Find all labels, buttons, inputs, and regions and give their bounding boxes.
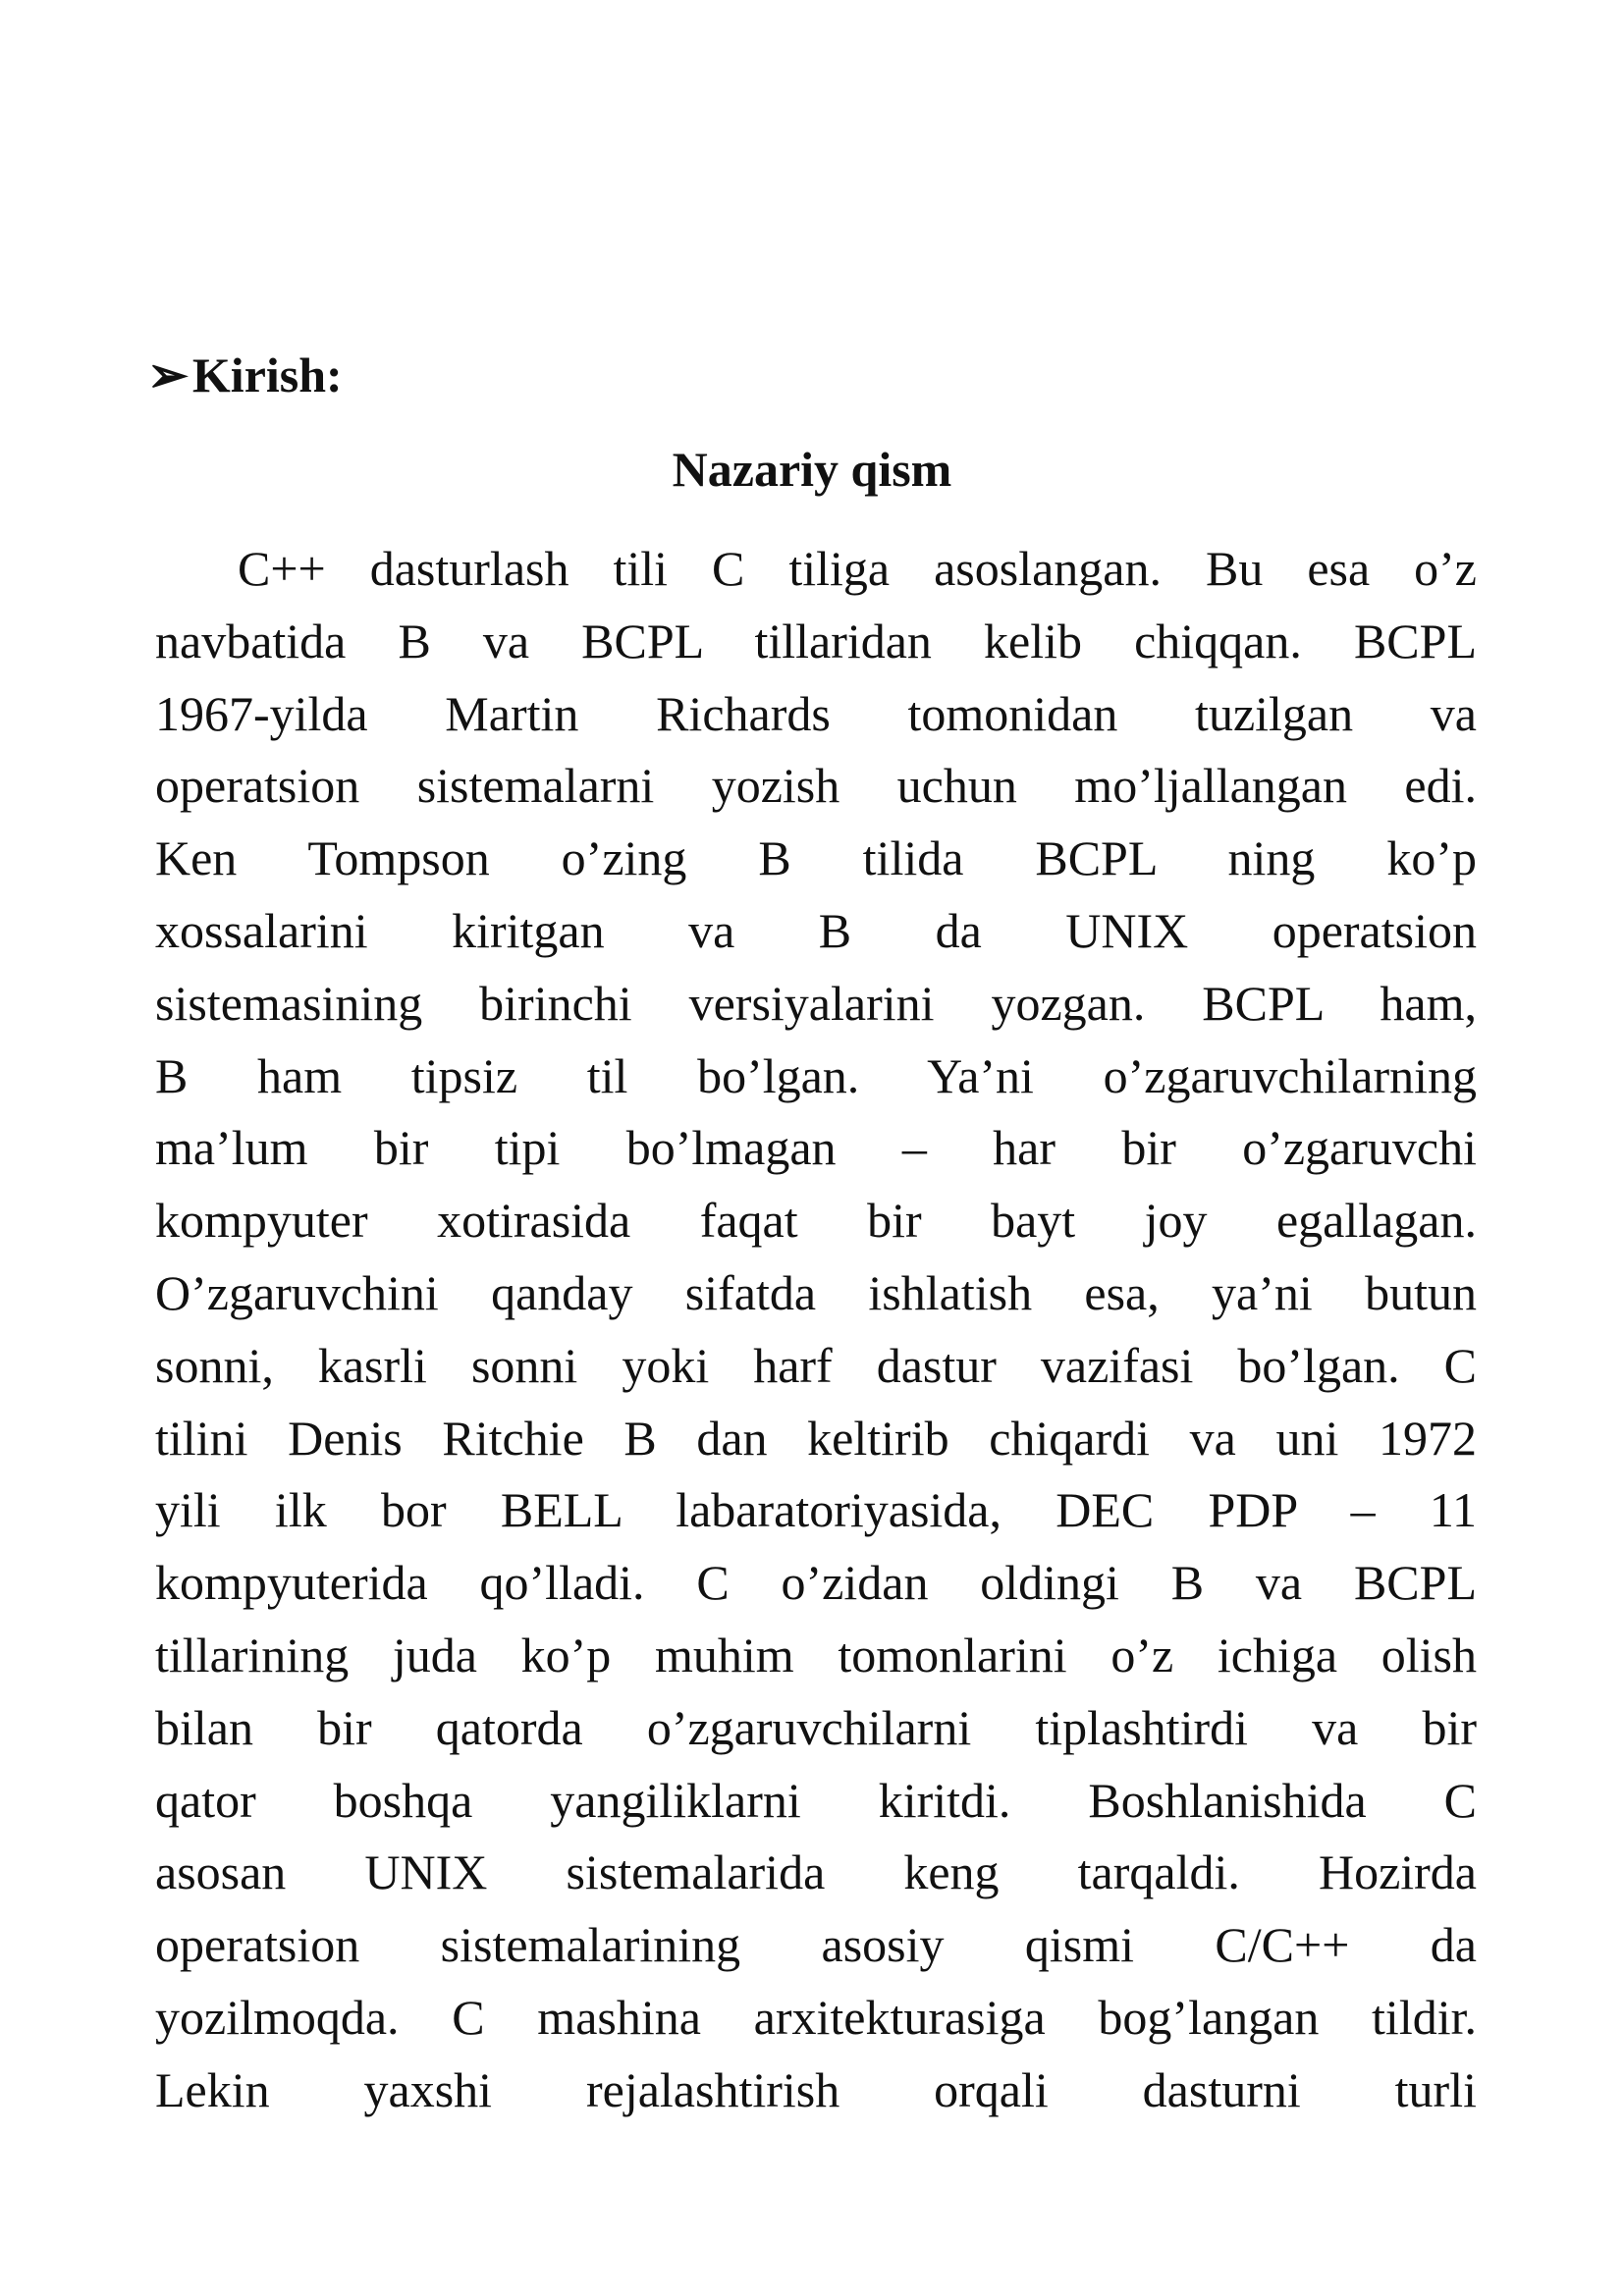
paragraph-line: sistemasining birinchi versiyalarini yozgan. BCPL ham, — [155, 975, 1477, 1031]
arrow-bullet-icon: ➢ — [147, 347, 189, 402]
paragraph-line: B ham tipsiz til bo’lgan. Ya’ni o’zgaruvchilarning — [155, 1047, 1477, 1103]
paragraph-line: xossalarini kiritgan va B da UNIX operatsion — [155, 902, 1477, 958]
paragraph-line: Ken Tompson o’zing B tilida BCPL ning ko’p — [155, 830, 1477, 886]
paragraph-line: tillarining juda ko’p muhim tomonlarini o’z ichiga olish — [155, 1627, 1477, 1682]
paragraph-line: O’zgaruvchini qanday sifatda ishlatish esa, ya’ni butun — [155, 1264, 1477, 1320]
section-heading-label: Kirish: — [191, 347, 343, 402]
paragraph-line: ma’lum bir tipi bo’lmagan – har bir o’zgaruvchi — [155, 1120, 1477, 1176]
paragraph-line: C++ dasturlash tili C tiliga asoslangan. Bu esa o’z — [238, 541, 1477, 596]
paragraph-line: yili ilk bor BELL labaratoriyasida, DEC PDP – 11 — [155, 1482, 1477, 1538]
paragraph-line: kompyuter xotirasida faqat bir bayt joy egallagan. — [155, 1193, 1477, 1249]
paragraph-line: asosan UNIX sistemalarida keng tarqaldi. Hozirda — [155, 1844, 1477, 1900]
section-heading — [147, 346, 343, 404]
paragraph-line: qator boshqa yangiliklarni kiritdi. Boshlanishida C — [155, 1772, 1477, 1828]
paragraph-line: Lekin yaxshi rejalashtirish orqali dasturni turli — [155, 2061, 1477, 2117]
paragraph-line: operatsion sistemalarni yozish uchun mo’ljallangan edi. — [155, 758, 1477, 814]
paragraph-line: bilan bir qatorda o’zgaruvchilarni tiplashtirdi va bir — [155, 1699, 1477, 1755]
paragraph-line: tilini Denis Ritchie B dan keltirib chiqardi va uni 1972 — [155, 1410, 1477, 1466]
paragraph-line: kompyuterida qo’lladi. C o’zidan oldingi B va BCPL — [155, 1555, 1477, 1611]
paragraph-line: navbatida B va BCPL tillaridan kelib chiqqan. BCPL — [155, 613, 1477, 668]
page-title: Nazariy qism — [672, 442, 952, 497]
paragraph-line: operatsion sistemalarining asosiy qismi C/C++ da — [155, 1917, 1477, 1973]
paragraph-line: yozilmoqda. C mashina arxitekturasiga bog’langan tildir. — [155, 1989, 1477, 2045]
paragraph-line: sonni, kasrli sonni yoki harf dastur vazifasi bo’lgan. C — [155, 1337, 1477, 1393]
paragraph-line: 1967-yilda Martin Richards tomonidan tuzilgan va — [155, 685, 1477, 741]
body-paragraph — [155, 533, 1477, 2127]
